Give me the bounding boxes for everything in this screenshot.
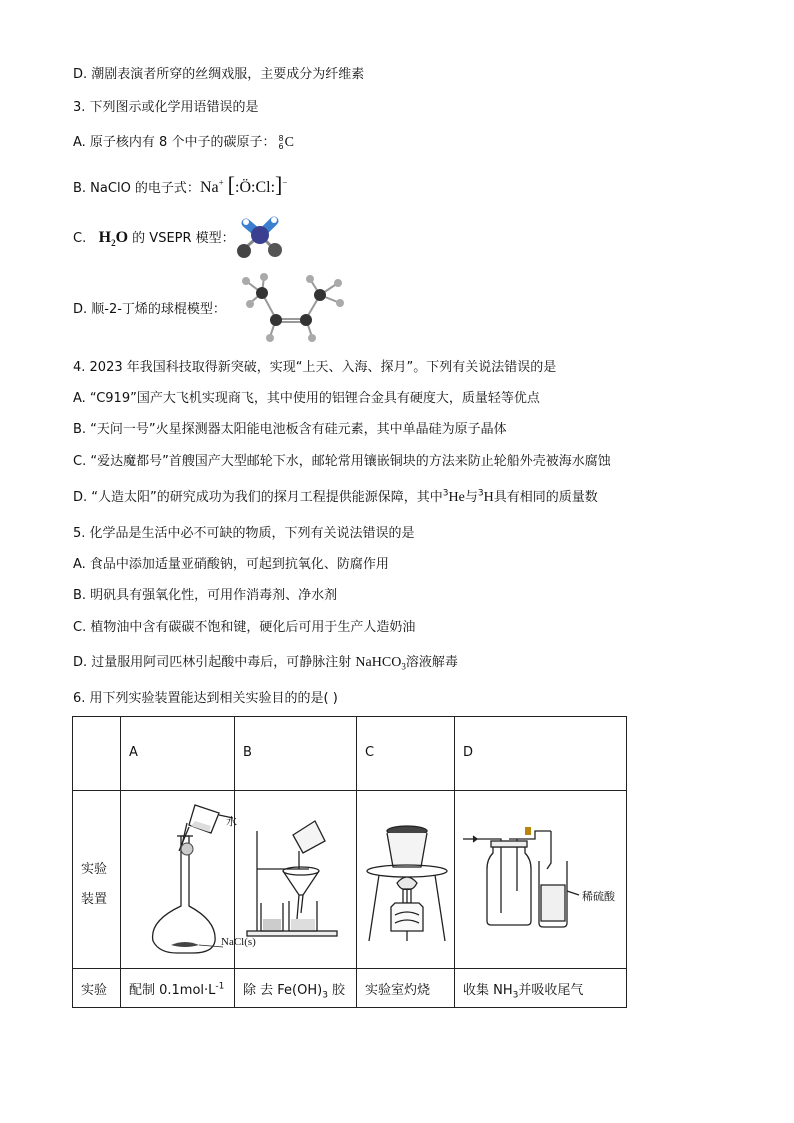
purpose-a: 配制 $0.1mol\cdot L^{-1}$ xyxy=(129,981,225,998)
q3-option-a: A. 原子核内有 8 个中子的碳原子： 8 6 C xyxy=(73,133,294,151)
experiment-table xyxy=(72,716,627,1008)
nacl-label: NaCl(s) xyxy=(221,936,256,948)
q4-option-d: D. “人造太阳”的研究成功为我们的探月工程提供能源保障，其中$^3$He与$^3$H具有相同的质量数 xyxy=(73,488,598,505)
purpose-b: 除 去 $Fe(OH)_3$ 胶 xyxy=(243,983,346,1001)
q6-stem: 6. 用下列实验装置能达到相关实验目的的是( ) xyxy=(73,691,338,706)
q5-stem: 5. 化学品是生活中必不可缺的物质，下列有关说法错误的是 xyxy=(73,526,415,541)
header-c: C xyxy=(365,745,375,760)
header-b: B xyxy=(243,745,252,760)
q3-option-c: C. $H_2O$ 的 VSEPR 模型： xyxy=(73,229,235,249)
row-label-purpose: 实验 xyxy=(81,983,108,998)
q5-option-d: D. 过量服用阿司匹林引起酸中毒后，可静脉注射 NaHCO$_3$溶液解毒 xyxy=(73,655,458,672)
nuclide-notation: 8 6 xyxy=(278,133,284,151)
purpose-c: 实验室灼烧 xyxy=(365,983,431,998)
q3-option-d: D. 顺-2-丁烯的球棍模型： xyxy=(73,302,226,317)
table-row xyxy=(73,791,627,969)
row-label-apparatus: 实验 装置 xyxy=(81,862,108,907)
q5-option-c: C. 植物油中含有碳碳不饱和键，硬化后可用于生产人造奶油 xyxy=(73,620,416,635)
q2-option-d: D. 潮剧表演者所穿的丝绸戏服，主要成分为纤维素 xyxy=(73,67,365,82)
purpose-d: 收集 $NH_3$并吸收尾气 xyxy=(463,983,584,1001)
q4-option-a: A. “C919”国产大飞机实现商飞，其中使用的铝锂合金具有硬度大，质量轻等优点 xyxy=(73,391,540,406)
q4-option-c: C. “爱达魔都号”首艘国产大型邮轮下水，邮轮常用镶嵌铜块的方法来防止轮船外壳被海水腐蚀 xyxy=(73,454,611,469)
gas-collection-icon xyxy=(455,791,626,968)
crucible-burner-icon xyxy=(357,791,454,968)
volumetric-flask-icon xyxy=(121,791,234,968)
q5-option-a: A. 食品中添加适量亚硝酸钠，可起到抗氧化、防腐作用 xyxy=(73,557,389,572)
q4-option-b: B. “天问一号”火星探测器太阳能电池板含有硅元素，其中单晶硅为原子晶体 xyxy=(73,422,507,437)
table-row xyxy=(73,717,627,791)
q3-stem: 3. 下列图示或化学用语错误的是 xyxy=(73,100,259,115)
water-label: 水 xyxy=(226,815,237,828)
electron-formula: Na+ [:Ö:Cl:]− xyxy=(199,172,288,197)
header-d: D xyxy=(463,745,474,760)
q5-option-b: B. 明矾具有强氧化性，可用作消毒剂、净水剂 xyxy=(73,588,338,603)
acid-label: 稀硫酸 xyxy=(582,890,615,903)
q3-option-b: B. NaClO 的电子式：Na+ [:Ö:Cl:]− xyxy=(73,172,288,197)
q4-stem: 4. 2023 年我国科技取得新突破，实现“上天、入海、探月”。下列有关说法错误的是 xyxy=(73,360,557,375)
header-a: A xyxy=(129,745,138,760)
ball-stick-model-icon xyxy=(236,273,348,345)
tetrahedral-model-icon xyxy=(234,209,290,263)
filtration-setup-icon xyxy=(235,791,356,968)
table-row xyxy=(73,969,627,1008)
